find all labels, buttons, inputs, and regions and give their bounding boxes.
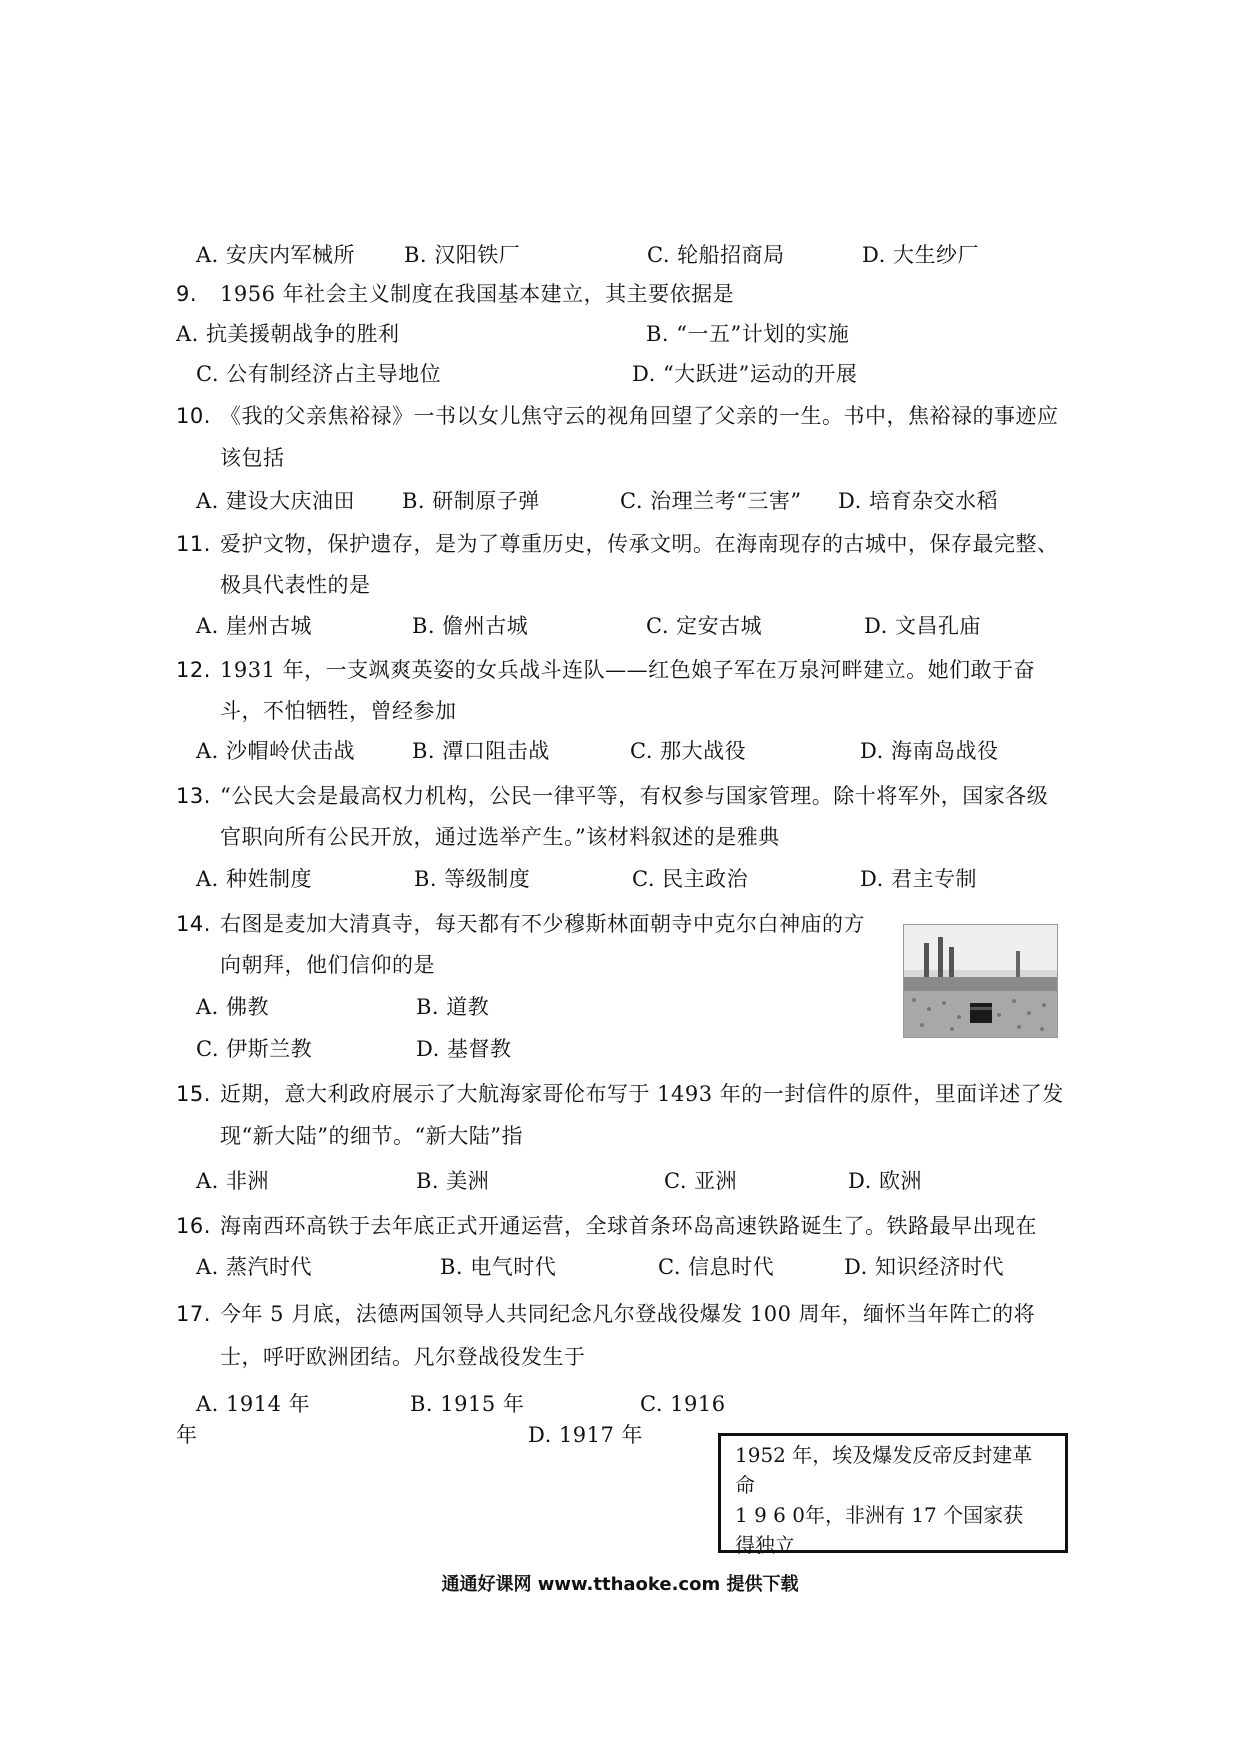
q13-option-d: D. 君主专制: [860, 867, 977, 891]
q17-option-c-continued: 年: [176, 1423, 198, 1447]
q14-option-c: C. 伊斯兰教: [196, 1037, 313, 1061]
mecca-mosque-photo: [903, 924, 1058, 1038]
q13-option-c: C. 民主政治: [632, 867, 749, 891]
q10-stem-line2: 该包括: [220, 446, 285, 470]
q9-option-b: B. “一五”计划的实施: [646, 322, 850, 346]
q15-option-b: B. 美洲: [416, 1169, 490, 1193]
q17-option-c: C. 1916: [640, 1392, 726, 1416]
q11-stem-line2: 极具代表性的是: [220, 573, 371, 597]
q17-stem-line2: 士，呼吁欧洲团结。凡尔登战役发生于: [220, 1345, 586, 1369]
q12-number: 12.: [176, 658, 211, 682]
q16-stem: 海南西环高铁于去年底正式开通运营，全球首条环岛高速铁路诞生了。铁路最早出现在: [220, 1214, 1037, 1238]
q14-option-b: B. 道教: [416, 995, 490, 1019]
q17-option-a: A. 1914 年: [196, 1392, 311, 1416]
q8-option-a: A. 安庆内军械所: [196, 243, 356, 267]
q9-option-c: C. 公有制经济占主导地位: [196, 362, 442, 386]
q12-stem-line1: 1931 年，一支飒爽英姿的女兵战斗连队——红色娘子军在万泉河畔建立。她们敢于奋: [220, 658, 1036, 682]
q13-option-a: A. 种姓制度: [196, 867, 313, 891]
q11-stem-line1: 爱护文物，保护遗存，是为了尊重历史，传承文明。在海南现存的古城中，保存最完整、: [220, 532, 1059, 556]
q14-stem-line2: 向朝拜，他们信仰的是: [220, 953, 435, 977]
q9-option-d: D. “大跃进”运动的开展: [632, 362, 858, 386]
q11-option-a: A. 崖州古城: [196, 614, 313, 638]
q9-option-a: A. 抗美援朝战争的胜利: [176, 322, 400, 346]
q16-number: 16.: [176, 1214, 211, 1238]
q11-number: 11.: [176, 532, 211, 556]
q8-option-d: D. 大生纱厂: [862, 243, 979, 267]
q15-option-d: D. 欧洲: [848, 1169, 922, 1193]
q10-option-b: B. 研制原子弹: [402, 489, 540, 513]
q13-option-b: B. 等级制度: [414, 867, 531, 891]
page-footer: 通通好课网 www.tthaoke.com 提供下载: [441, 1574, 799, 1595]
q15-stem-line1: 近期，意大利政府展示了大航海家哥伦布写于 1493 年的一封信件的原件，里面详述了发: [220, 1082, 1064, 1106]
q13-number: 13.: [176, 784, 211, 808]
note-box-line4: 得独立: [735, 1533, 795, 1557]
q14-option-a: A. 佛教: [196, 995, 270, 1019]
q13-stem-line1: “公民大会是最高权力机构，公民一律平等，有权参与国家管理。除十将军外，国家各级: [220, 784, 1049, 808]
note-box-line3: 1 9 6 0年，非洲有 17 个国家获: [735, 1503, 1024, 1527]
q11-option-b: B. 儋州古城: [412, 614, 529, 638]
q11-option-d: D. 文昌孔庙: [864, 614, 981, 638]
q8-option-c: C. 轮船招商局: [647, 243, 785, 267]
q15-number: 15.: [176, 1082, 211, 1106]
q15-stem-line2: 现“新大陆”的细节。“新大陆”指: [220, 1124, 523, 1148]
q13-stem-line2: 官职向所有公民开放，通过选举产生。”该材料叙述的是雅典: [220, 825, 780, 849]
q11-option-c: C. 定安古城: [646, 614, 763, 638]
q17-number: 17.: [176, 1302, 211, 1326]
q9-stem: 1956 年社会主义制度在我国基本建立，其主要依据是: [220, 282, 735, 306]
q10-option-d: D. 培育杂交水稻: [838, 489, 998, 513]
q17-option-b: B. 1915 年: [410, 1392, 525, 1416]
note-box-line1: 1952 年，埃及爆发反帝反封建革: [735, 1443, 1033, 1467]
q16-option-d: D. 知识经济时代: [844, 1255, 1004, 1279]
q9-number: 9.: [176, 282, 198, 306]
q14-option-d: D. 基督教: [416, 1037, 512, 1061]
q8-option-b: B. 汉阳铁厂: [404, 243, 521, 267]
q15-option-a: A. 非洲: [196, 1169, 270, 1193]
q10-option-a: A. 建设大庆油田: [196, 489, 356, 513]
q12-option-d: D. 海南岛战役: [860, 739, 999, 763]
q15-option-c: C. 亚洲: [664, 1169, 738, 1193]
q12-option-c: C. 那大战役: [630, 739, 747, 763]
q12-stem-line2: 斗，不怕牺牲，曾经参加: [220, 699, 457, 723]
q16-option-c: C. 信息时代: [658, 1255, 775, 1279]
q14-number: 14.: [176, 912, 211, 936]
q10-stem-line1: 《我的父亲焦裕禄》一书以女儿焦守云的视角回望了父亲的一生。书中，焦裕禄的事迹应: [220, 404, 1059, 428]
q17-stem-line1: 今年 5 月底，法德两国领导人共同纪念凡尔登战役爆发 100 周年，缅怀当年阵亡的将: [220, 1302, 1036, 1326]
q10-number: 10.: [176, 404, 211, 428]
q10-option-c: C. 治理兰考“三害”: [620, 489, 802, 513]
note-box-line2: 命: [735, 1473, 755, 1497]
q12-option-b: B. 潭口阻击战: [412, 739, 550, 763]
q12-option-a: A. 沙帽岭伏击战: [196, 739, 356, 763]
q16-option-b: B. 电气时代: [440, 1255, 557, 1279]
note-box: [718, 1433, 1068, 1557]
q17-option-d: D. 1917 年: [528, 1423, 644, 1447]
q16-option-a: A. 蒸汽时代: [196, 1255, 313, 1279]
q14-stem-line1: 右图是麦加大清真寺，每天都有不少穆斯林面朝寺中克尔白神庙的方: [220, 912, 865, 936]
